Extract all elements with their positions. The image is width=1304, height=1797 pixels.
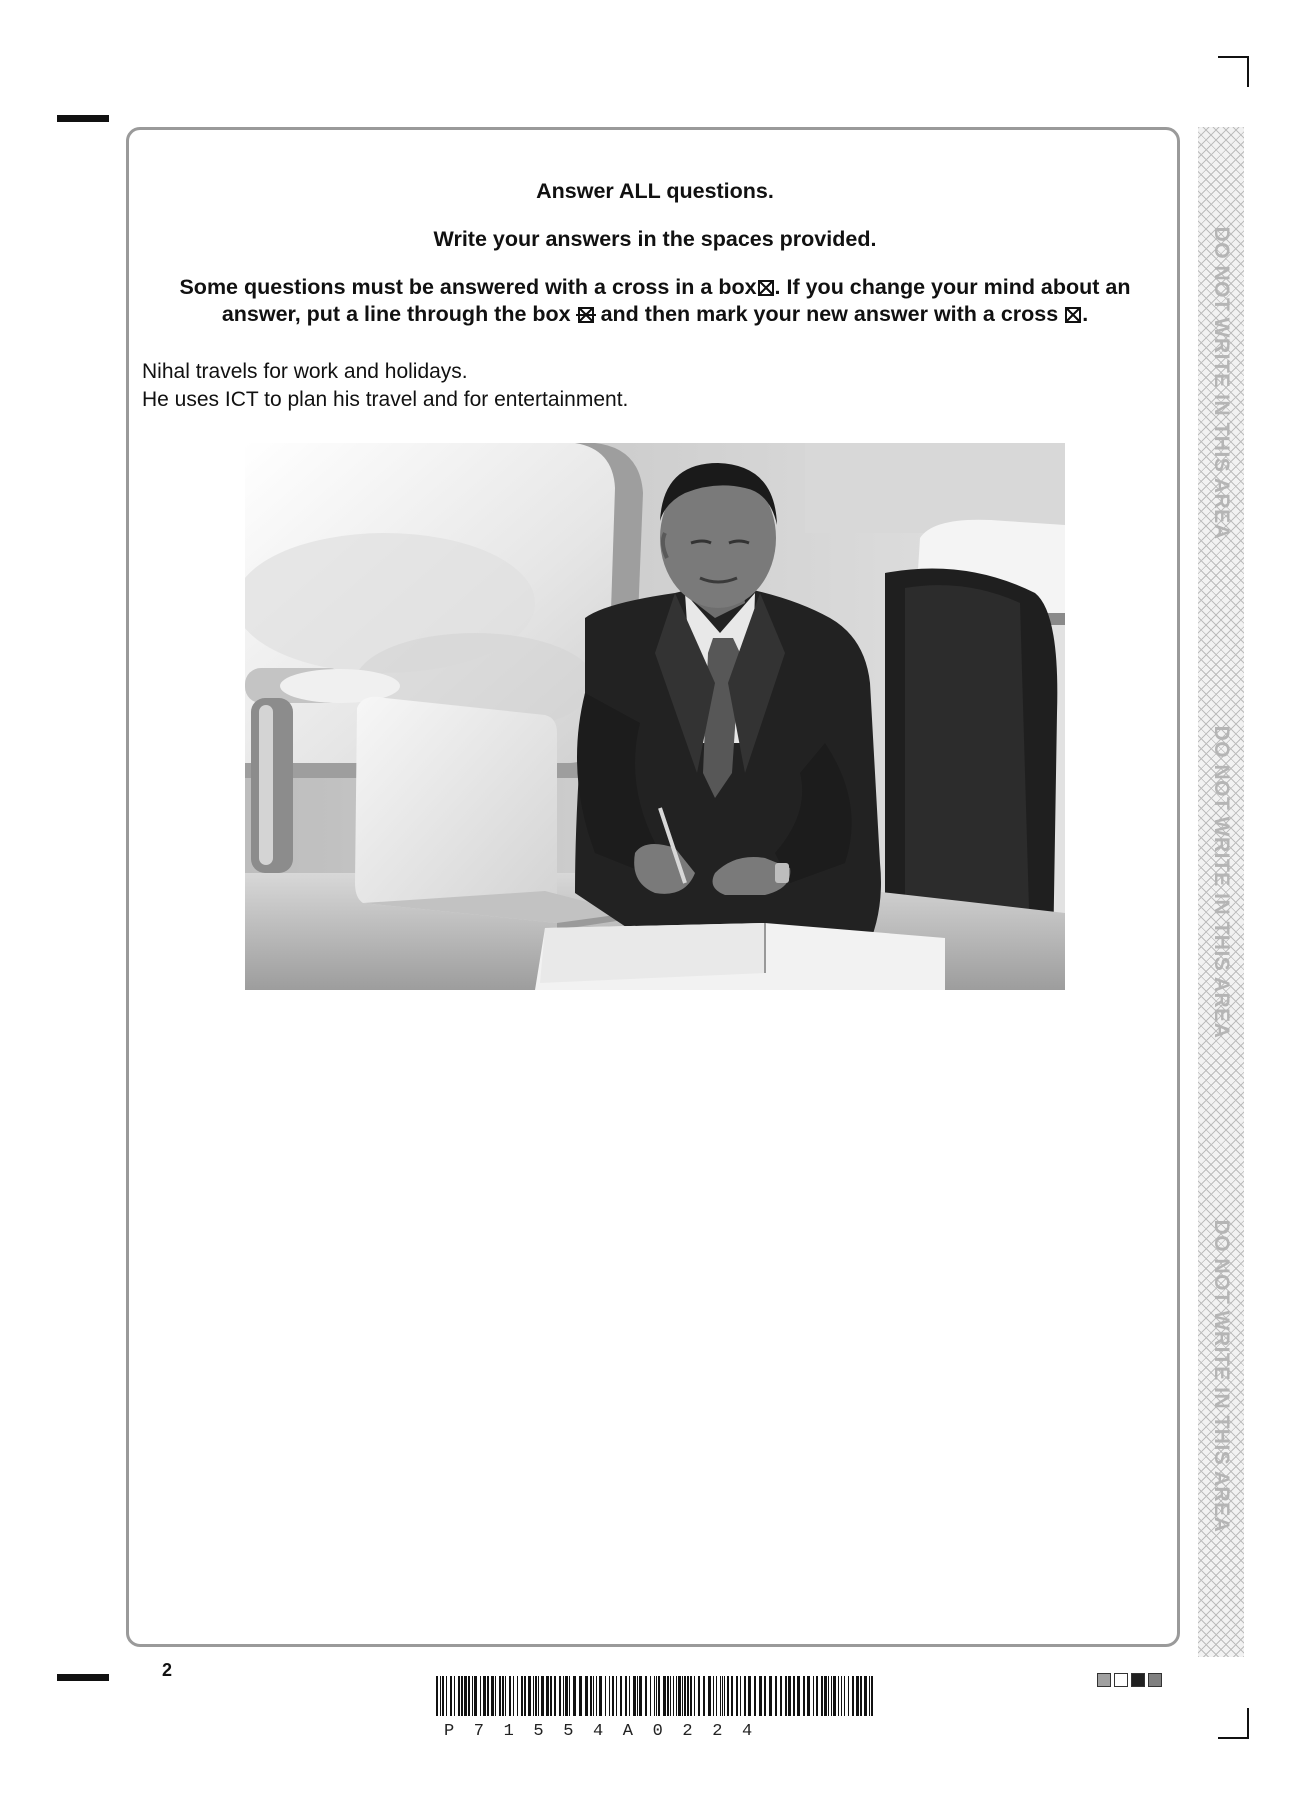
barcode-bar bbox=[461, 1676, 463, 1716]
barcode-bar bbox=[550, 1676, 552, 1716]
barcode-bar bbox=[541, 1676, 544, 1716]
barcode-bar bbox=[517, 1676, 518, 1716]
crop-mark-top-right-horizontal bbox=[1218, 56, 1249, 58]
instruction-write-answers: Write your answers in the spaces provided. bbox=[433, 227, 877, 251]
barcode-bar bbox=[813, 1676, 814, 1716]
barcode-bar bbox=[869, 1676, 870, 1716]
barcode-bar bbox=[864, 1676, 867, 1716]
registration-square-2 bbox=[1114, 1673, 1128, 1687]
barcode-bar bbox=[474, 1676, 477, 1716]
barcode-bar bbox=[464, 1676, 467, 1716]
barcode-bar bbox=[703, 1676, 705, 1716]
barcode-bar bbox=[450, 1676, 452, 1716]
barcode-bar bbox=[764, 1676, 766, 1716]
barcode-bar bbox=[727, 1676, 729, 1716]
barcode-bar bbox=[538, 1676, 539, 1716]
barcode-bar bbox=[509, 1676, 511, 1716]
barcode-bar bbox=[483, 1676, 486, 1716]
barcode-bar bbox=[769, 1676, 772, 1716]
barcode-bar bbox=[780, 1676, 782, 1716]
barcode bbox=[436, 1676, 874, 1741]
barcode-bar bbox=[565, 1676, 568, 1716]
barcode-bar bbox=[663, 1676, 666, 1716]
barcode-bar bbox=[673, 1676, 674, 1716]
barcode-bar bbox=[678, 1676, 681, 1716]
barcode-bar bbox=[785, 1676, 787, 1716]
crop-mark-top-right-vertical bbox=[1247, 56, 1249, 87]
barcode-bar bbox=[731, 1676, 733, 1716]
barcode-bar bbox=[528, 1676, 531, 1716]
barcode-bar bbox=[513, 1676, 514, 1716]
barcode-bar bbox=[698, 1676, 700, 1716]
barcode-bar bbox=[499, 1676, 501, 1716]
barcode-bar bbox=[521, 1676, 523, 1716]
margin-tick-bottom bbox=[57, 1674, 109, 1681]
barcode-bar bbox=[599, 1676, 602, 1716]
barcode-bar bbox=[797, 1676, 800, 1716]
barcode-bar bbox=[856, 1676, 859, 1716]
barcode-bars-icon bbox=[436, 1676, 874, 1716]
barcode-bar bbox=[502, 1676, 504, 1716]
barcode-bar bbox=[724, 1676, 725, 1716]
barcode-bar bbox=[824, 1676, 827, 1716]
barcode-bar bbox=[654, 1676, 655, 1716]
barcode-bar bbox=[495, 1676, 496, 1716]
side-label-middle: DO NOT WRITE IN THIS AREA bbox=[1210, 725, 1233, 1039]
barcode-bar bbox=[848, 1676, 849, 1716]
barcode-bar bbox=[828, 1676, 829, 1716]
barcode-bar bbox=[505, 1676, 506, 1716]
barcode-bar bbox=[690, 1676, 692, 1716]
barcode-bar bbox=[546, 1676, 549, 1716]
barcode-bar bbox=[458, 1676, 460, 1716]
barcode-bar bbox=[759, 1676, 762, 1716]
barcode-bar bbox=[573, 1676, 576, 1716]
barcode-bar bbox=[744, 1676, 746, 1716]
barcode-bar bbox=[713, 1676, 714, 1716]
barcode-bar bbox=[625, 1676, 627, 1716]
barcode-bar bbox=[605, 1676, 606, 1716]
barcode-bar bbox=[620, 1676, 622, 1716]
barcode-bar bbox=[559, 1676, 561, 1716]
barcode-bar bbox=[637, 1676, 638, 1716]
barcode-bar bbox=[656, 1676, 657, 1716]
barcode-bar bbox=[472, 1676, 473, 1716]
scenario-intro bbox=[142, 358, 628, 414]
barcode-bar bbox=[446, 1676, 447, 1716]
barcode-bar bbox=[491, 1676, 494, 1716]
barcode-bar bbox=[658, 1676, 660, 1716]
colour-registration-squares bbox=[1097, 1673, 1162, 1687]
man-on-train-with-laptop-photo bbox=[245, 443, 1065, 990]
crop-mark-bottom-right-horizontal bbox=[1218, 1737, 1249, 1739]
instructions-block bbox=[140, 178, 1170, 349]
barcode-bar bbox=[535, 1676, 537, 1716]
barcode-bar bbox=[716, 1676, 717, 1716]
barcode-bar bbox=[639, 1676, 642, 1716]
intro-line-1: Nihal travels for work and holidays. bbox=[142, 360, 468, 383]
barcode-bar bbox=[440, 1676, 441, 1716]
barcode-bar bbox=[667, 1676, 669, 1716]
barcode-bar bbox=[590, 1676, 592, 1716]
barcode-bar bbox=[612, 1676, 614, 1716]
barcode-bar bbox=[487, 1676, 489, 1716]
barcode-bar bbox=[687, 1676, 689, 1716]
barcode-bar bbox=[775, 1676, 777, 1716]
barcode-bar bbox=[480, 1676, 481, 1716]
barcode-bar bbox=[803, 1676, 805, 1716]
barcode-bar bbox=[645, 1676, 647, 1716]
barcode-bar bbox=[841, 1676, 842, 1716]
barcode-bar bbox=[524, 1676, 526, 1716]
page-number: 2 bbox=[162, 1660, 173, 1680]
registration-square-4 bbox=[1148, 1673, 1162, 1687]
barcode-bar bbox=[468, 1676, 470, 1716]
barcode-bar bbox=[852, 1676, 854, 1716]
barcode-bar bbox=[585, 1676, 588, 1716]
barcode-bar bbox=[569, 1676, 570, 1716]
registration-square-3 bbox=[1131, 1673, 1145, 1687]
crop-mark-bottom-right-vertical bbox=[1247, 1708, 1249, 1739]
barcode-bar bbox=[563, 1676, 564, 1716]
barcode-bar bbox=[694, 1676, 695, 1716]
barcode-bar bbox=[596, 1676, 597, 1716]
barcode-bar bbox=[616, 1676, 617, 1716]
barcode-bar bbox=[684, 1676, 686, 1716]
barcode-bar bbox=[736, 1676, 738, 1716]
barcode-bar bbox=[533, 1676, 534, 1716]
struck-through-box-icon bbox=[578, 307, 594, 323]
barcode-bar bbox=[454, 1676, 455, 1716]
barcode-bar bbox=[833, 1676, 836, 1716]
barcode-bar bbox=[722, 1676, 723, 1716]
barcode-bar bbox=[754, 1676, 756, 1716]
barcode-bar bbox=[844, 1676, 845, 1716]
barcode-bar bbox=[748, 1676, 751, 1716]
barcode-bar bbox=[821, 1676, 823, 1716]
barcode-bar bbox=[436, 1676, 438, 1716]
barcode-bar bbox=[708, 1676, 711, 1716]
barcode-bar bbox=[676, 1676, 677, 1716]
barcode-bar bbox=[609, 1676, 610, 1716]
barcode-bar bbox=[554, 1676, 556, 1716]
barcode-text: P71554A0224 bbox=[444, 1722, 772, 1741]
crossed-box-icon bbox=[758, 280, 774, 296]
barcode-bar bbox=[788, 1676, 791, 1716]
barcode-bar bbox=[629, 1676, 630, 1716]
barcode-bar bbox=[871, 1676, 873, 1716]
barcode-bar bbox=[793, 1676, 795, 1716]
crossed-box-icon bbox=[1065, 307, 1081, 323]
instruction-cross-box: Some questions must be answered with a cross in a box . If you change your mind about an answer, put a line through the box and then mark your new answer with a cross . bbox=[179, 275, 1131, 326]
barcode-bar bbox=[831, 1676, 832, 1716]
barcode-bar bbox=[860, 1676, 862, 1716]
barcode-bar bbox=[593, 1676, 594, 1716]
registration-square-1 bbox=[1097, 1673, 1111, 1687]
intro-line-2: He uses ICT to plan his travel and for entertainment. bbox=[142, 388, 629, 411]
barcode-bar bbox=[740, 1676, 741, 1716]
side-label-bottom: DO NOT WRITE IN THIS AREA bbox=[1210, 1219, 1233, 1533]
barcode-bar bbox=[816, 1676, 818, 1716]
side-label-top: DO NOT WRITE IN THIS AREA bbox=[1210, 226, 1233, 540]
barcode-bar bbox=[579, 1676, 582, 1716]
barcode-bar bbox=[633, 1676, 636, 1716]
barcode-bar bbox=[720, 1676, 721, 1716]
instruction-answer-all: Answer ALL questions. bbox=[536, 179, 774, 203]
barcode-bar bbox=[650, 1676, 651, 1716]
barcode-bar bbox=[670, 1676, 671, 1716]
photo-illustration bbox=[245, 443, 1065, 990]
margin-tick-top bbox=[57, 115, 109, 122]
barcode-bar bbox=[442, 1676, 444, 1716]
barcode-bar bbox=[682, 1676, 683, 1716]
barcode-bar bbox=[838, 1676, 839, 1716]
barcode-bar bbox=[807, 1676, 810, 1716]
